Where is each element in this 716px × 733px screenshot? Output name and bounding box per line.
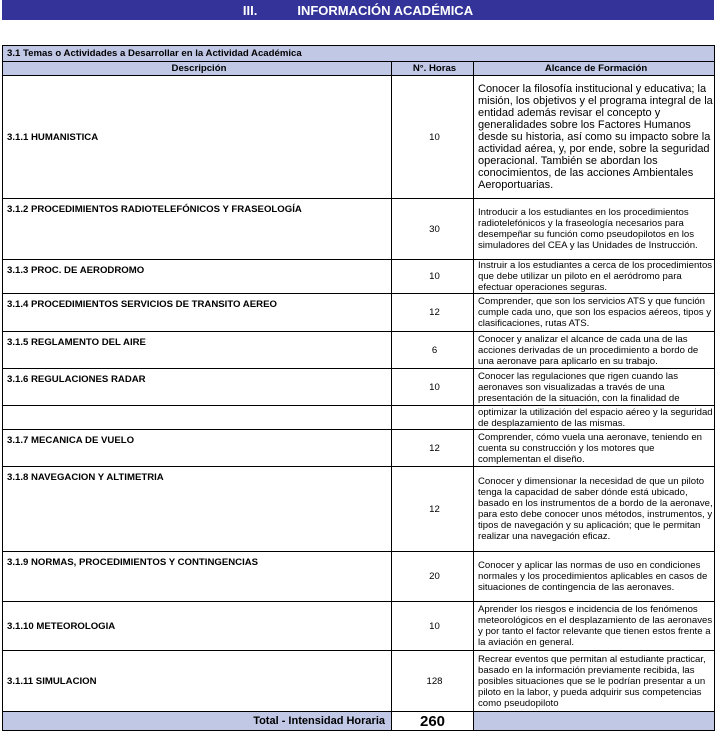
row-description: 3.1.8 NAVEGACION Y ALTIMETRIA xyxy=(3,467,392,552)
table-row xyxy=(3,260,715,294)
row-scope: Comprender, que son los servicios ATS y que función cumple cada uno, que son los espacios aéreos, tipos y clasificaciones, rutas ATS. xyxy=(474,294,715,332)
row-description: 3.1.9 NORMAS, PROCEDIMIENTOS Y CONTINGENCIAS xyxy=(3,552,392,602)
table-row xyxy=(3,199,715,260)
column-header-hours: N°. Horas xyxy=(392,62,474,76)
row-hours: 12 xyxy=(392,294,474,332)
row-scope: Aprender los riesgos e incidencia de los fenómenos meteorológicos en el desplazamiento de las aeronaves y por tanto el factor relevante que tienen estos frente a la aviación en general. xyxy=(474,602,715,651)
row-description xyxy=(3,406,392,430)
table-row xyxy=(3,552,715,602)
row-hours: 10 xyxy=(392,260,474,294)
table-header-row xyxy=(3,62,715,76)
row-description: 3.1.3 PROC. DE AERODROMO xyxy=(3,260,392,294)
row-hours: 128 xyxy=(392,651,474,712)
total-row xyxy=(3,712,715,731)
row-hours: 30 xyxy=(392,199,474,260)
row-hours: 10 xyxy=(392,602,474,651)
table-title: 3.1 Temas o Actividades a Desarrollar en la Actividad Académica xyxy=(3,46,715,62)
row-scope: Conocer y dimensionar la necesidad de que un piloto tenga la capacidad de saber dónde está ubicado, basado en los instrumentos de a bordo de la aeronave, para esto debe conocer unos métodos, instrumentos, y tipos de navegación y su aplicación; que le permitan realizar una navegación eficaz. xyxy=(474,467,715,552)
table-row xyxy=(3,294,715,332)
table-row xyxy=(3,332,715,369)
row-hours: 12 xyxy=(392,430,474,467)
row-scope: Instruir a los estudiantes a cerca de los procedimientos que debe utilizar un piloto en el aeródromo para efectuar operaciones seguras. xyxy=(474,260,715,294)
total-label: Total - Intensidad Horaria xyxy=(3,712,392,731)
row-hours: 10 xyxy=(392,76,474,199)
row-scope: Comprender, cómo vuela una aeronave, teniendo en cuenta su construcción y los motores que complementan el diseño. xyxy=(474,430,715,467)
row-scope: Conocer y aplicar las normas de uso en condiciones normales y los procedimientos aplicables en casos de situaciones de contingencia de las aeronaves. xyxy=(474,552,715,602)
table-row xyxy=(3,467,715,552)
table-row xyxy=(3,651,715,712)
activities-table xyxy=(2,45,715,731)
column-header-scope: Alcance de Formación xyxy=(474,62,715,76)
section-header-bar xyxy=(2,0,714,20)
row-hours xyxy=(392,406,474,430)
row-hours: 10 xyxy=(392,369,474,406)
row-hours: 6 xyxy=(392,332,474,369)
column-header-description: Descripción xyxy=(3,62,392,76)
row-description: 3.1.2 PROCEDIMIENTOS RADIOTELEFÓNICOS Y FRASEOLOGÍA xyxy=(3,199,392,260)
section-title: INFORMACIÓN ACADÉMICA xyxy=(297,2,474,18)
row-description: 3.1.7 MECANICA DE VUELO xyxy=(3,430,392,467)
table-row xyxy=(3,406,715,430)
row-scope: Introducir a los estudiantes en los procedimientos radiotelefónicos y la fraseología necesarios para desempeñar su función como pseudopilotos en los simuladores del CEA y las Unidades de Instrucción. xyxy=(474,199,715,260)
table-row xyxy=(3,76,715,199)
row-description: 3.1.5 REGLAMENTO DEL AIRE xyxy=(3,332,392,369)
row-hours: 20 xyxy=(392,552,474,602)
row-hours: 12 xyxy=(392,467,474,552)
total-empty-cell xyxy=(474,712,715,731)
section-number: III. xyxy=(242,2,258,18)
row-scope: Conocer las regulaciones que rigen cuando las aeronaves son visualizadas a través de una presentación de la situación, con la finalidad de xyxy=(474,369,715,406)
row-description: 3.1.1 HUMANISTICA xyxy=(3,76,392,199)
row-description: 3.1.4 PROCEDIMIENTOS SERVICIOS DE TRANSITO AEREO xyxy=(3,294,392,332)
table-row xyxy=(3,430,715,467)
total-value: 260 xyxy=(392,712,474,731)
row-description: 3.1.10 METEOROLOGIA xyxy=(3,602,392,651)
table-row xyxy=(3,602,715,651)
row-scope: Conocer y analizar el alcance de cada una de las acciones derivadas de un procedimiento a bordo de una aeronave para aplicarlo en su trabajo. xyxy=(474,332,715,369)
row-scope: Conocer la filosofía institucional y educativa; la misión, los objetivos y el programa integral de la entidad además revisar el concepto y generalidades sobre los Factores Humanos desde su historia, así como su impacto sobre la actividad aérea, y, por ende, sobre la seguridad operacional. También se abordan los conocimientos, de las acciones Ambientales Aeroportuarias. xyxy=(474,76,715,199)
row-description: 3.1.6 REGULACIONES RADAR xyxy=(3,369,392,406)
row-description: 3.1.11 SIMULACION xyxy=(3,651,392,712)
table-row xyxy=(3,369,715,406)
row-scope: optimizar la utilización del espacio aéreo y la seguridad de desplazamiento de las mismas. xyxy=(474,406,715,430)
table-title-row xyxy=(3,46,715,62)
row-scope: Recrear eventos que permitan al estudiante practicar, basado en la información previamente recibida, las posibles situaciones que se le podrían presentar a un piloto en la labor, y pueda adquirir sus competencias como pseudopiloto xyxy=(474,651,715,712)
